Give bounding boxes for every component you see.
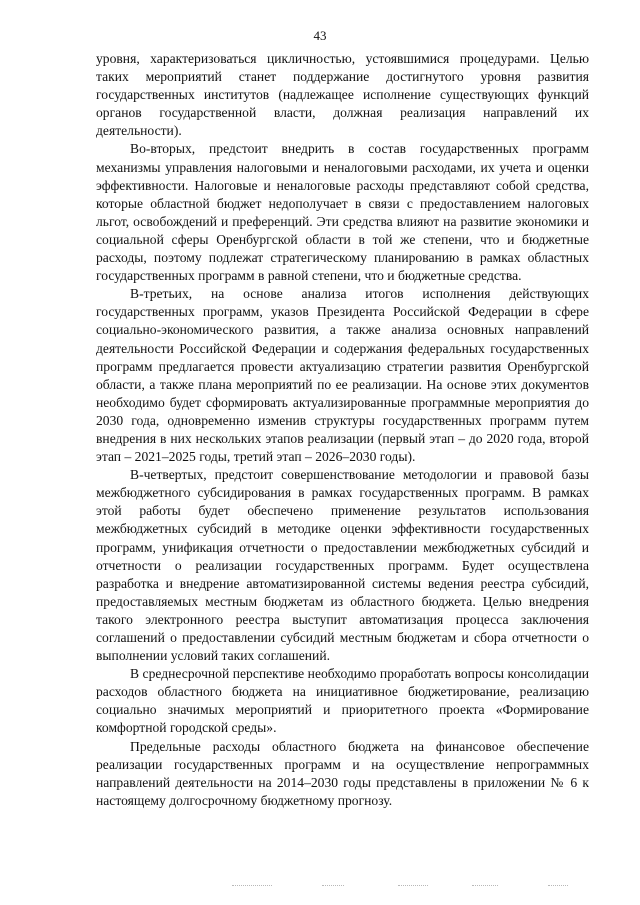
document-body: [96, 50, 589, 810]
page-number: 43: [313, 28, 327, 43]
paragraph-fourth-measure: В-четвертых, предстоит совершенствование методологии и правовой базы межбюджетного субсидирования в рамках государственных программ. В рамках этой работы будет обеспечено применение результатов использования межбюджетных субсидий в методике оценки эффективности государственных программ, унификация отчетности о предоставлении межбюджетных субсидий и отчетности о реализации государственных программ. Будет осуществлена разработка и внедрение автоматизированной системы ведения реестра субсидий, предоставляемых местным бюджетам из областного бюджета. Целью внедрения такого электронного реестра выступит автоматизация процесса заключения соглашений о предоставлении субсидий местным бюджетам и сбора отчетности о выполнении условий таких соглашений.: [96, 467, 589, 664]
paragraph-medium-term: В среднесрочной перспективе необходимо проработать вопросы консолидации расходов областного бюджета на инициативное бюджетирование, реализацию социально значимых мероприятий и приоритетного проекта «Формирование комфортной городской среды».: [96, 666, 589, 736]
paragraph-continuation: уровня, характеризоваться цикличностью, устоявшимися процедурами. Целью таких мероприятий станет поддержание достигнутого уровня развития государственных институтов (надлежащее исполнение существующих функций органов государственной власти, должная реализация направлений их деятельности).: [96, 51, 589, 139]
paragraph-second-measure: Во-вторых, предстоит внедрить в состав государственных программ механизмы управления налоговыми и неналоговыми расходами, их учета и оценки эффективности. Налоговые и неналоговые расходы представляют собой средства, которые областной бюджет недополучает в связи с предоставлением налоговых льгот, освобождений и преференций. Эти средства влияют на развитие экономики и социальной сферы Оренбургской области в той же степени, что и бюджетные расходы, поэтому подлежат стратегическому планированию в рамках областных государственных программ в равной степени, что и бюджетные средства.: [96, 141, 589, 284]
paragraph-expenditure-limits: Предельные расходы областного бюджета на финансовое обеспечение реализации государственных программ и на осуществление непрограммных направлений деятельности на 2014–2030 годы представлены в приложении № 6 к настоящему долгосрочному бюджетному прогнозу.: [96, 738, 589, 808]
paragraph-third-measure: В-третьих, на основе анализа итогов исполнения действующих государственных программ, указов Президента Российской Федерации в сфере социально-экономического развития, а также анализа основных направлений деятельности Российской Федерации и содержания федеральных государственных программ предлагается провести актуализацию стратегии развития Оренбургской области, а также плана мероприятий по ее реализации. На основе этих документов необходимо будет сформировать актуализированные программные мероприятия до 2030 года, одновременно изменив структуры государственных программ путем внедрения в них нескольких этапов реализации (первый этап – до 2020 года, второй этап – 2021–2025 годы, третий этап – 2026–2030 годы).: [96, 286, 589, 465]
scan-artifact-marks: [0, 885, 640, 891]
